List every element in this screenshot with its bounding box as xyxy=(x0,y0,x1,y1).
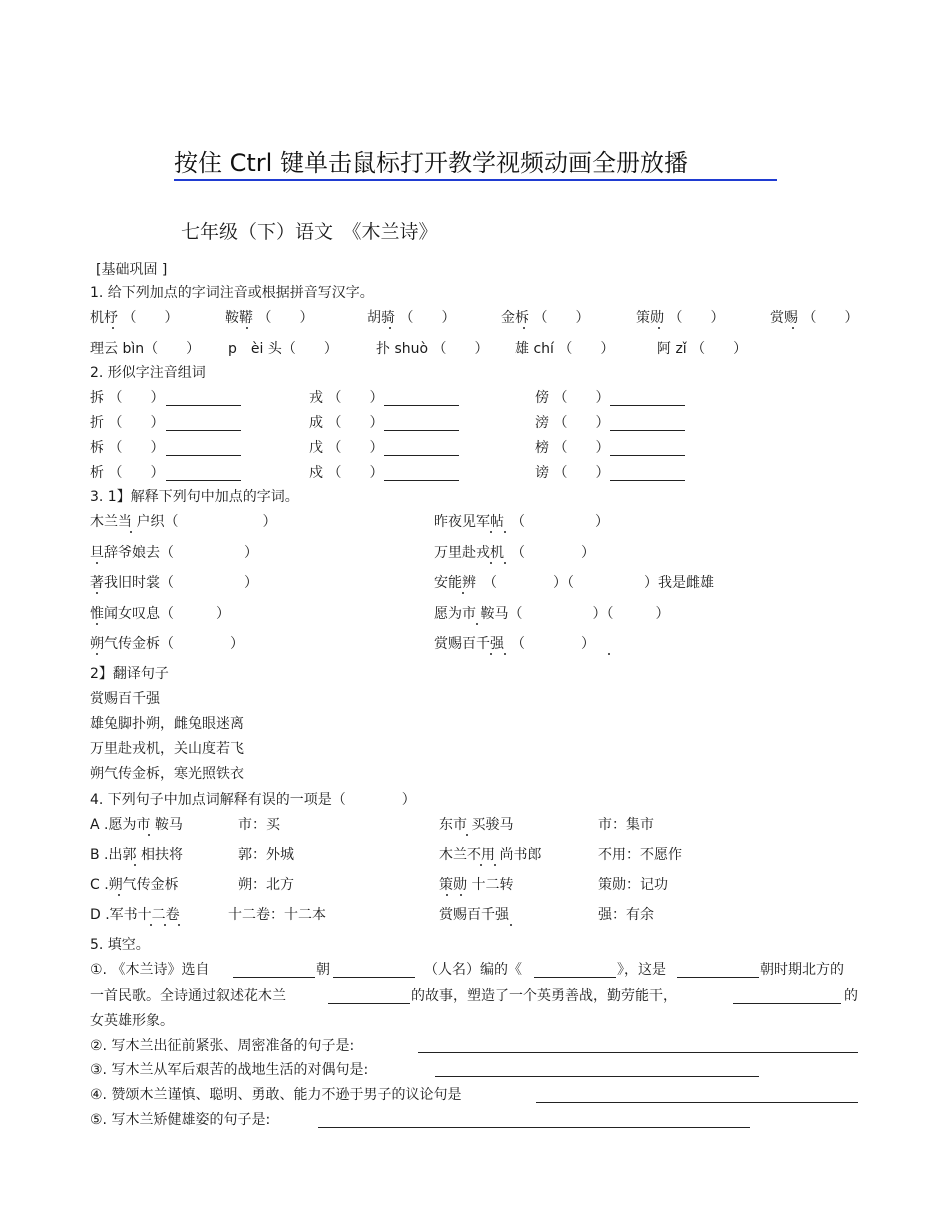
emphasis-dot xyxy=(504,562,506,564)
video-link-title[interactable]: 按住 Ctrl 键单击鼠标打开教学视频动画全册放播 xyxy=(174,149,688,177)
q1-item: 雄 chí （ ） xyxy=(515,341,615,357)
q4-option: 强：有余 xyxy=(598,907,654,923)
q5-item: ②. 写木兰出征前紧张、周密准备的句子是: xyxy=(90,1038,355,1054)
q4-option: C .朔气传金柝 xyxy=(90,877,179,893)
translate-sentence: 朔气传金柝，寒光照铁衣 xyxy=(90,766,244,782)
q2-item: 傍 （ ） xyxy=(535,390,610,406)
fill-text: 一首民歌。全诗通过叙述花木兰 xyxy=(90,988,286,1004)
q2-item: 成 （ ） xyxy=(309,415,384,431)
answer-line xyxy=(166,430,241,431)
q4-option: 朔：北方 xyxy=(238,877,294,893)
q5-item: ③. 写木兰从军后艰苦的战地生活的对偶句是: xyxy=(90,1062,369,1078)
q4-option: 策勋 十二转 xyxy=(439,877,514,893)
emphasis-dot xyxy=(504,531,506,533)
emphasis-dot xyxy=(490,531,492,533)
emphasis-dot xyxy=(150,924,152,926)
blank-line xyxy=(328,1003,410,1004)
emphasis-dot xyxy=(164,924,166,926)
fill-text: （人名）编的《 xyxy=(424,962,522,978)
answer-line xyxy=(610,455,685,456)
blank-line xyxy=(418,1052,858,1053)
blank-line xyxy=(333,977,415,978)
translate-sentence: 赏赐百千强 xyxy=(90,691,160,707)
q2-item: 滂 （ ） xyxy=(535,415,610,431)
emphasis-dot xyxy=(130,531,132,533)
q4-option: A .愿为市 鞍马 xyxy=(90,817,183,833)
answer-line xyxy=(610,430,685,431)
emphasis-dot xyxy=(96,592,98,594)
q2-item: 析 （ ） xyxy=(90,465,165,481)
translate-sentence: 万里赴戎机，关山度若飞 xyxy=(90,741,244,757)
answer-line xyxy=(610,405,685,406)
emphasis-dot xyxy=(96,562,98,564)
q1-item: 扑 shuò （ ） xyxy=(376,341,489,357)
q2-item: 戎 （ ） xyxy=(309,390,384,406)
emphasis-dot xyxy=(178,924,180,926)
q3-item: 赏赐百千强 （ ） xyxy=(434,636,595,652)
emphasis-dot xyxy=(490,653,492,655)
q1-item: 赏赐 （ ） xyxy=(770,310,859,326)
q4-option: 十二卷：十二本 xyxy=(228,907,326,923)
q3-item: 安能辨 （ ）（ ）我是雌雄 xyxy=(434,575,714,591)
q1-item: 金柝 （ ） xyxy=(501,310,590,326)
q3-item: 著我旧时裳（ ） xyxy=(90,575,258,591)
q1-item: p èi 头（ ） xyxy=(228,341,338,357)
blank-line xyxy=(536,1102,858,1103)
emphasis-dot xyxy=(608,653,610,655)
emphasis-dot xyxy=(480,864,482,866)
emphasis-dot xyxy=(96,623,98,625)
emphasis-dot xyxy=(148,834,150,836)
q2-item: 折 （ ） xyxy=(90,415,165,431)
fill-text: 的故事，塑造了一个英勇善战，勤劳能干， xyxy=(411,988,677,1004)
q5-title: 5. 填空。 xyxy=(90,937,150,953)
emphasis-dot xyxy=(494,864,496,866)
q4-option: 木兰不用 尚书郎 xyxy=(439,847,542,863)
answer-line xyxy=(166,455,241,456)
q1-item: 胡骑 （ ） xyxy=(367,310,456,326)
q3-item: 愿为市 鞍马（ ）（ ） xyxy=(434,606,670,622)
q2-item: 戍 （ ） xyxy=(309,465,384,481)
q4-option: 东市 买骏马 xyxy=(439,817,514,833)
lesson-subtitle: 七年级（下）语文 《木兰诗》 xyxy=(181,221,438,243)
blank-line xyxy=(677,977,759,978)
q2-item: 谤 （ ） xyxy=(535,465,610,481)
fill-text: ①. 《木兰诗》选自 xyxy=(90,962,210,978)
q4-option: 郭：外城 xyxy=(238,847,294,863)
answer-line xyxy=(384,405,459,406)
emphasis-dot xyxy=(96,653,98,655)
blank-line xyxy=(435,1076,759,1077)
q3-sub2-title: 2】翻译句子 xyxy=(90,666,169,682)
q3-item: 朔气传金柝（ ） xyxy=(90,636,244,652)
emphasis-dot xyxy=(658,327,660,329)
q2-title: 2. 形似字注音组词 xyxy=(90,365,206,381)
emphasis-dot xyxy=(112,327,114,329)
q5-item: ⑤. 写木兰矫健雄姿的句子是: xyxy=(90,1112,271,1128)
answer-line xyxy=(384,480,459,481)
fill-text: 朝时期北方的 xyxy=(760,962,844,978)
fill-text: 》，这是 xyxy=(617,962,666,978)
q2-item: 拆 （ ） xyxy=(90,390,165,406)
q4-option: 策勋：记功 xyxy=(598,877,668,893)
q3-item: 木兰当 户织（ ） xyxy=(90,514,277,530)
q2-item: 榜 （ ） xyxy=(535,440,610,456)
q4-option: 市：买 xyxy=(238,817,280,833)
fill-text: 朝 xyxy=(316,962,330,978)
q4-title: 4. 下列句子中加点词解释有误的一项是（ ） xyxy=(90,792,416,808)
q2-item: 戊 （ ） xyxy=(309,440,384,456)
emphasis-dot xyxy=(466,834,468,836)
emphasis-dot xyxy=(460,894,462,896)
emphasis-dot xyxy=(134,864,136,866)
answer-line xyxy=(166,405,241,406)
q1-item: 策勋 （ ） xyxy=(636,310,725,326)
q3-item: 万里赴戎机 （ ） xyxy=(434,545,595,561)
link-underline xyxy=(174,179,777,181)
emphasis-dot xyxy=(476,623,478,625)
blank-line xyxy=(534,977,616,978)
fill-text: 的 xyxy=(844,988,858,1004)
q4-option: 不用：不愿作 xyxy=(598,847,682,863)
answer-line xyxy=(166,480,241,481)
q3-item: 昨夜见军帖 （ ） xyxy=(434,514,609,530)
emphasis-dot xyxy=(523,327,525,329)
q4-option: D .军书十二卷 xyxy=(90,907,180,923)
q4-option: 赏赐百千强 xyxy=(439,907,509,923)
q4-option: 市：集市 xyxy=(598,817,654,833)
q1-title: 1. 给下列加点的字词注音或根据拼音写汉字。 xyxy=(90,285,374,301)
blank-line xyxy=(233,977,315,978)
emphasis-dot xyxy=(446,894,448,896)
q2-item: 柝 （ ） xyxy=(90,440,165,456)
q1-item: 阿 zǐ （ ） xyxy=(657,341,748,357)
emphasis-dot xyxy=(490,562,492,564)
q4-option: B .出郭 相扶将 xyxy=(90,847,183,863)
q1-item: 鞍鞯 （ ） xyxy=(225,310,314,326)
section-label: [基础巩固 ] xyxy=(96,262,168,278)
blank-line xyxy=(733,1003,841,1004)
q1-item: 理云 bìn（ ） xyxy=(90,341,201,357)
blank-line xyxy=(318,1127,750,1128)
answer-line xyxy=(384,430,459,431)
fill-text: 女英雄形象。 xyxy=(90,1013,174,1029)
q3-item: 旦辞爷娘去（ ） xyxy=(90,545,258,561)
answer-line xyxy=(610,480,685,481)
q3-title: 3. 1】解释下列句中加点的字词。 xyxy=(90,489,299,505)
emphasis-dot xyxy=(510,924,512,926)
emphasis-dot xyxy=(462,592,464,594)
answer-line xyxy=(384,455,459,456)
translate-sentence: 雄兔脚扑朔，雌兔眼迷离 xyxy=(90,716,244,732)
emphasis-dot xyxy=(504,653,506,655)
emphasis-dot xyxy=(389,327,391,329)
q3-item: 惟闻女叹息（ ） xyxy=(90,606,230,622)
emphasis-dot xyxy=(792,327,794,329)
emphasis-dot xyxy=(246,327,248,329)
q1-item: 机杼 （ ） xyxy=(90,310,179,326)
q5-item: ④. 赞颂木兰谨慎、聪明、勇敢、能力不逊于男子的议论句是 xyxy=(90,1087,462,1103)
emphasis-dot xyxy=(118,894,120,896)
